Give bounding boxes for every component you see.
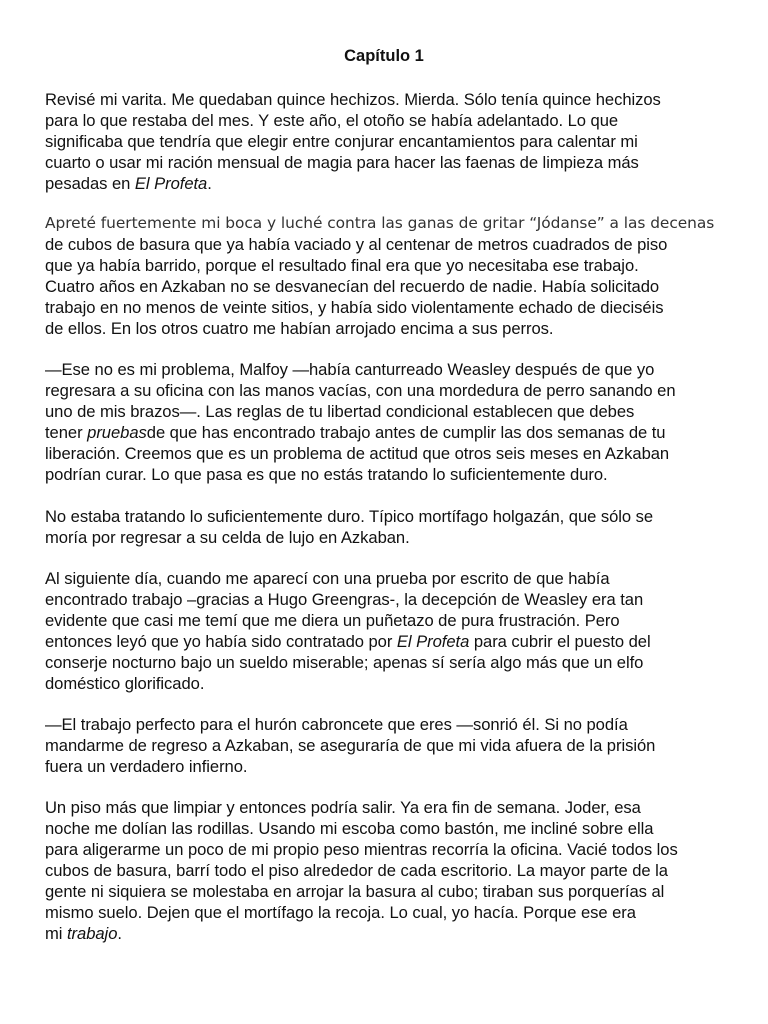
- text-run: No estaba tratando lo suficientemente duro. Típico mortífago holgazán, que sólo se: [45, 507, 654, 526]
- text-run: cuarto o usar mi ración mensual de magia para hacer las faenas de limpieza más: [45, 153, 639, 172]
- text-line: [45, 297, 745, 318]
- italic-text: El Profeta: [134, 174, 208, 193]
- text-run: trabajo en no menos de veinte sitios, y había sido violentamente echado de dieciséis: [45, 298, 664, 317]
- paragraph-3: [45, 359, 745, 485]
- paragraph-5: [45, 568, 745, 694]
- text-run: para lo que restaba del mes. Y este año, el otoño se había adelantado. Lo que: [45, 111, 619, 130]
- text-run: podrían curar. Lo que pasa es que no estás tratando lo suficientemente duro.: [45, 465, 608, 484]
- text-line: [45, 152, 745, 173]
- text-run: gente ni siquiera se molestaba en arrojar la basura al cubo; tiraban sus porquerías al: [45, 882, 665, 901]
- text-line: [45, 255, 745, 276]
- text-run: noche me dolían las rodillas. Usando mi escoba como bastón, me incliné sobre ella: [45, 819, 654, 838]
- text-run: moría por regresar a su celda de lujo en Azkaban.: [45, 528, 410, 547]
- text-run: doméstico glorificado.: [45, 674, 205, 693]
- text-line: [45, 89, 745, 110]
- text-line: [45, 173, 745, 194]
- text-line: [45, 464, 745, 485]
- text-line: [45, 714, 745, 735]
- text-run: Un piso más que limpiar y entonces podría salir. Ya era fin de semana. Joder, esa: [45, 798, 641, 817]
- text-line: [45, 110, 745, 131]
- text-run: Cuatro años en Azkaban no se desvanecían del recuerdo de nadie. Había solicitado: [45, 277, 660, 296]
- text-line: [45, 213, 745, 234]
- text-run: liberación. Creemos que es un problema de actitud que otros seis meses en Azkaban: [45, 444, 670, 463]
- text-line: [45, 818, 745, 839]
- paragraph-7: [45, 797, 745, 944]
- text-run: mi: [45, 924, 67, 943]
- chapter-title: Capítulo 1: [344, 47, 424, 65]
- text-line: [45, 860, 745, 881]
- paragraph-1: [45, 89, 745, 194]
- text-line: [45, 276, 745, 297]
- text-run: evidente que casi me temí que me diera un puñetazo de pura frustración. Pero: [45, 611, 620, 630]
- text-line: [45, 735, 745, 756]
- text-line: [45, 923, 745, 944]
- text-run: mismo suelo. Dejen que el mortífago la recoja. Lo cual, yo hacía. Porque ese era: [45, 903, 636, 922]
- italic-text: trabajo: [66, 924, 118, 943]
- text-run: mandarme de regreso a Azkaban, se aseguraría de que mi vida afuera de la prisión: [45, 736, 656, 755]
- text-line: [45, 589, 745, 610]
- text-run: para cubrir el puesto del: [469, 632, 651, 651]
- text-run: —Ese no es mi problema, Malfoy —había canturreado Weasley después de que yo: [45, 360, 655, 379]
- text-run: pesadas en: [45, 174, 135, 193]
- text-line: [45, 902, 745, 923]
- text-line: [45, 839, 745, 860]
- text-run: tener: [45, 423, 88, 442]
- paragraph-4: [45, 506, 745, 548]
- text-line: [45, 881, 745, 902]
- text-line: [45, 652, 745, 673]
- text-run: de que has encontrado trabajo antes de cumplir las dos semanas de tu: [146, 423, 666, 442]
- text-run: uno de mis brazos—. Las reglas de tu libertad condicional establecen que debes: [45, 402, 635, 421]
- text-line: [45, 673, 745, 694]
- text-line: [45, 234, 745, 255]
- text-line: [45, 756, 745, 777]
- text-run: que ya había barrido, porque el resultado final era que yo necesitaba ese trabajo.: [45, 256, 639, 275]
- text-run: fuera un verdadero infierno.: [45, 757, 248, 776]
- text-line: [45, 631, 745, 652]
- paragraph-2: [45, 213, 745, 339]
- text-run: para aligerarme un poco de mi propio peso mientras recorría la oficina. Vacié todos los: [45, 840, 678, 859]
- text-run: Revisé mi varita. Me quedaban quince hechizos. Mierda. Sólo tenía quince hechizos: [45, 90, 661, 109]
- text-line: [45, 527, 745, 548]
- text-run: regresara a su oficina con las manos vacías, con una mordedura de perro sanando en: [45, 381, 676, 400]
- paragraph-6: [45, 714, 745, 777]
- text-run: entonces leyó que yo había sido contratado por: [45, 632, 397, 651]
- text-run: de ellos. En los otros cuatro me habían arrojado encima a sus perros.: [45, 319, 554, 338]
- text-line: [45, 131, 745, 152]
- text-run: .: [117, 924, 122, 943]
- text-line: [45, 318, 745, 339]
- text-run: —El trabajo perfecto para el hurón cabroncete que eres —sonrió él. Si no podía: [45, 715, 628, 734]
- text-run: significaba que tendría que elegir entre conjurar encantamientos para calentar mi: [45, 132, 638, 151]
- text-run: .: [207, 174, 212, 193]
- text-run: cubos de basura, barrí todo el piso alrededor de cada escritorio. La mayor parte de la: [45, 861, 668, 880]
- text-run: conserje nocturno bajo un sueldo miserable; apenas sí sería algo más que un elfo: [45, 653, 644, 672]
- text-run: Al siguiente día, cuando me aparecí con una prueba por escrito de que había: [45, 569, 610, 588]
- text-run: Apreté fuertemente mi boca y luché contra las ganas de gritar “Jódanse” a las decenas: [45, 214, 715, 232]
- text-line: [45, 359, 745, 380]
- italic-text: pruebas: [87, 423, 147, 442]
- text-line: [45, 380, 745, 401]
- text-line: [45, 443, 745, 464]
- text-run: de cubos de basura que ya había vaciado y al centenar de metros cuadrados de piso: [45, 235, 668, 254]
- text-line: [45, 610, 745, 631]
- text-line: [45, 797, 745, 818]
- italic-text: El Profeta: [396, 632, 470, 651]
- text-line: [45, 506, 745, 527]
- text-line: [45, 401, 745, 422]
- text-run: encontrado trabajo –gracias a Hugo Greengras-, la decepción de Weasley era tan: [45, 590, 644, 609]
- text-line: [45, 422, 745, 443]
- text-line: [45, 568, 745, 589]
